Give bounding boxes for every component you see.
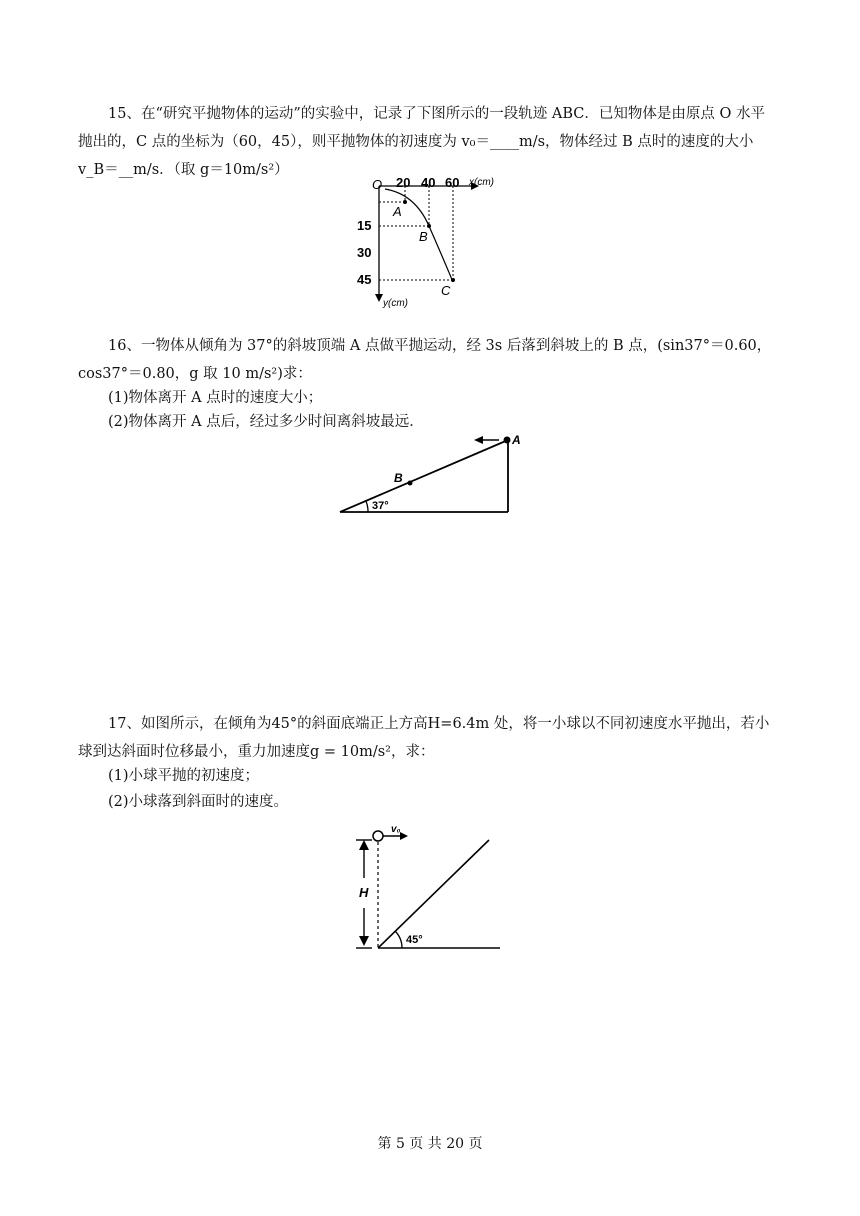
point-b-label: B [394,471,403,485]
angle-label: 45° [406,934,423,946]
q17-sub1: (1)小球平抛的初速度； [108,768,260,784]
point-b-label: B [419,229,428,244]
y-tick-45: 45 [357,272,372,287]
origin-label: O [372,177,383,192]
q17-sub2: (2)小球落到斜面时的速度。 [108,794,289,810]
v0-label: v₀ [391,824,401,835]
y-tick-30: 30 [357,245,372,260]
q15-trajectory-figure [355,174,515,314]
point-a-label: A [393,204,402,219]
x-tick-60: 60 [445,175,460,190]
q16-sub2: (2)物体离开 A 点后，经过多少时间离斜坡最远． [108,414,424,430]
q16-line1: 16、一物体从倾角为 37°的斜坡顶端 A 点做平抛运动，经 3s 后落到斜坡上的 B 点，(sin37°＝0.60， [108,338,772,354]
q16-slope-figure [336,428,536,520]
q15-line3: v_B＝__m/s．（取 g＝10m/s²） [78,162,289,178]
q17-incline-figure [346,822,506,954]
q15-line2: 抛出的，C 点的坐标为（60，45），则平抛物体的初速度为 v₀＝____m/s，物体经过 B 点时的速度的大小 [78,134,754,150]
q17-line1: 17、如图所示，在倾角为45°的斜面底端正上方高H=6.4m 处，将一小球以不同初速度水平抛出，若小 [108,716,770,732]
page-footer: 第 5 页 共 20 页 [377,1136,483,1152]
point-a-label: A [512,433,521,447]
x-tick-40: 40 [421,175,436,190]
q16-line2: cos37°＝0.80，g 取 10 m/s²)求： [78,366,312,382]
point-c-label: C [441,283,451,298]
q16-sub1: (1)物体离开 A 点时的速度大小； [108,390,323,406]
x-axis-label: x(cm) [469,177,494,188]
h-label: H [359,885,369,900]
q17-line2: 球到达斜面时位移最小，重力加速度g = 10m/s²，求： [78,744,435,760]
q15-line1: 15、在“研究平抛物体的运动”的实验中，记录了下图所示的一段轨迹 ABC．已知物体是由原点 O 水平 [108,106,765,122]
y-tick-15: 15 [357,218,372,233]
x-tick-20: 20 [396,175,411,190]
angle-label: 37° [372,500,389,512]
y-axis-label: y(cm) [383,298,408,309]
